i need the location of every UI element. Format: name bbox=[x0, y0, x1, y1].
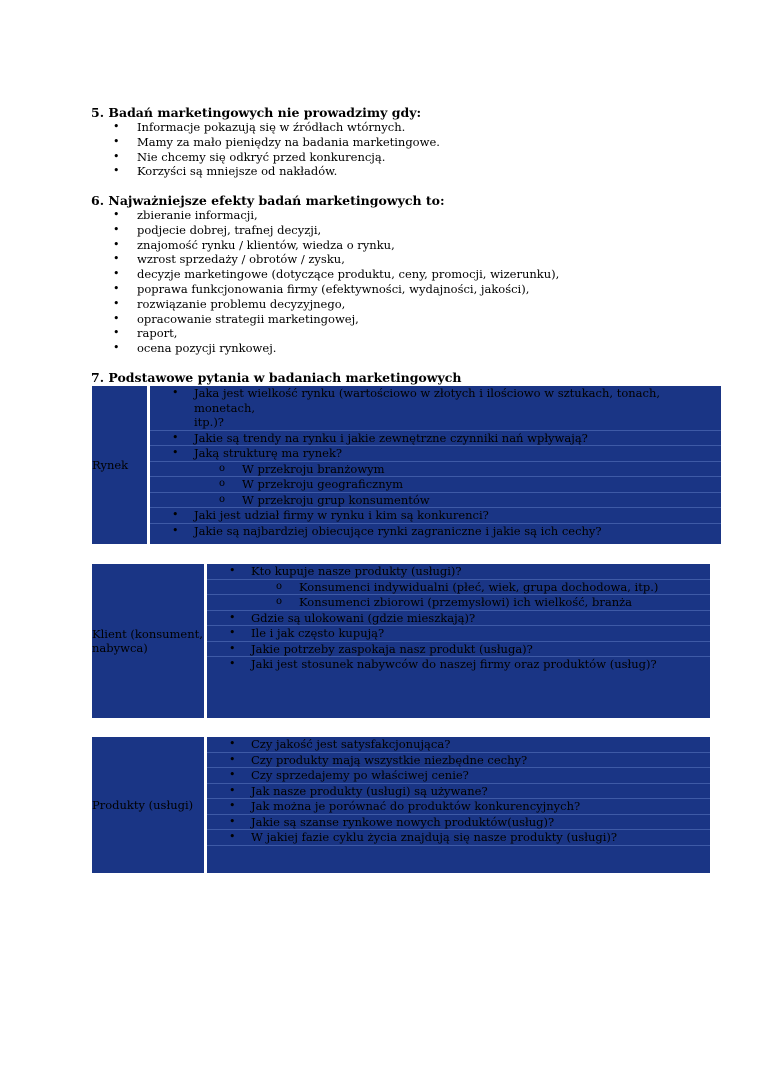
table-row: o Konsumenci indywidualni (płeć, wiek, grupa dochodowa, itp.) bbox=[207, 580, 710, 596]
list-item: • Nie chcemy się odkryć przed konkurencją. bbox=[91, 150, 440, 165]
list-item: • opracowanie strategii marketingowej, bbox=[91, 312, 559, 327]
list-item: • ocena pozycji rynkowej. bbox=[91, 341, 559, 356]
table-row: • Jakie są najbardziej obiecujące rynki zagraniczne i jakie są ich cechy? bbox=[150, 524, 721, 539]
table-produkty-label: Produkty (usługi) bbox=[92, 798, 194, 812]
table-row: • Ile i jak często kupują? bbox=[207, 626, 710, 642]
table-klient-label: Klient (konsument, nabywca) bbox=[92, 627, 203, 655]
section-6-heading: 6. Najważniejsze efekty badań marketingowych to: bbox=[91, 193, 445, 208]
table-row: • Czy jakość jest satysfakcjonująca? bbox=[207, 737, 710, 753]
table-row: • Czy sprzedajemy po właściwej cenie? bbox=[207, 768, 710, 784]
table-row: • Jakie są trendy na rynku i jakie zewnętrzne czynniki nań wpływają? bbox=[150, 431, 721, 447]
list-item: • Mamy za mało pieniędzy na badania marketingowe. bbox=[91, 135, 440, 150]
list-item: • Informacje pokazują się w źródłach wtórnych. bbox=[91, 120, 440, 135]
table-rynek-rows bbox=[150, 386, 721, 538]
table-row: • Jakie są szanse rynkowe nowych produktów(usług)? bbox=[207, 815, 710, 831]
table-row: • Kto kupuje nasze produkty (usługi)? bbox=[207, 564, 710, 580]
list-item: • znajomość rynku / klientów, wiedza o rynku, bbox=[91, 238, 559, 253]
table-row: • Jak można je porównać do produktów konkurencyjnych? bbox=[207, 799, 710, 815]
table-row: o W przekroju branżowym bbox=[150, 462, 721, 478]
table-row: • Jaki jest udział firmy w rynku i kim są konkurenci? bbox=[150, 508, 721, 524]
table-produkty-rows bbox=[207, 737, 710, 846]
table-produkty bbox=[91, 736, 711, 874]
table-row: • W jakiej fazie cyklu życia znajdują się nasze produkty (usługi)? bbox=[207, 830, 710, 846]
table-row: o W przekroju geograficznym bbox=[150, 477, 721, 493]
table-row: • Gdzie są ulokowani (gdzie mieszkają)? bbox=[207, 611, 710, 627]
list-item: • zbieranie informacji, bbox=[91, 208, 559, 223]
section-5-heading: 5. Badań marketingowych nie prowadzimy gdy: bbox=[91, 105, 422, 120]
table-klient bbox=[91, 563, 711, 719]
list-item: • decyzje marketingowe (dotyczące produktu, ceny, promocji, wizerunku), bbox=[91, 267, 559, 282]
table-klient-rows bbox=[207, 564, 710, 672]
table-row: • Jakie potrzeby zaspokaja nasz produkt (usługa)? bbox=[207, 642, 710, 658]
section-7-heading: 7. Podstawowe pytania w badaniach marketingowych bbox=[91, 370, 462, 385]
list-item: • poprawa funkcjonowania firmy (efektywności, wydajności, jakości), bbox=[91, 282, 559, 297]
table-row: • Jaką strukturę ma rynek? bbox=[150, 446, 721, 462]
table-row: o Konsumenci zbiorowi (przemysłowi) ich wielkość, branża bbox=[207, 595, 710, 611]
table-rynek-label: Rynek bbox=[92, 458, 129, 472]
table-row: o W przekroju grup konsumentów bbox=[150, 493, 721, 509]
table-row: • Jaka jest wielkość rynku (wartościowo w złotych i ilościowo w sztukach, tonach, monetach, bbox=[150, 386, 721, 415]
table-rynek bbox=[91, 385, 722, 545]
list-item: • podjecie dobrej, trafnej decyzji, bbox=[91, 223, 559, 238]
table-row: • Jaki jest stosunek nabywców do naszej firmy oraz produktów (usług)? bbox=[207, 657, 710, 672]
table-row: itp.)? bbox=[150, 415, 721, 431]
section-6-list bbox=[91, 208, 559, 356]
section-5-list bbox=[91, 120, 440, 179]
table-row: • Czy produkty mają wszystkie niezbędne cechy? bbox=[207, 753, 710, 769]
list-item: • wzrost sprzedaży / obrotów / zysku, bbox=[91, 252, 559, 267]
list-item: • raport, bbox=[91, 326, 559, 341]
table-row: • Jak nasze produkty (usługi) są używane? bbox=[207, 784, 710, 800]
list-item: • Korzyści są mniejsze od nakładów. bbox=[91, 164, 440, 179]
list-item: • rozwiązanie problemu decyzyjnego, bbox=[91, 297, 559, 312]
